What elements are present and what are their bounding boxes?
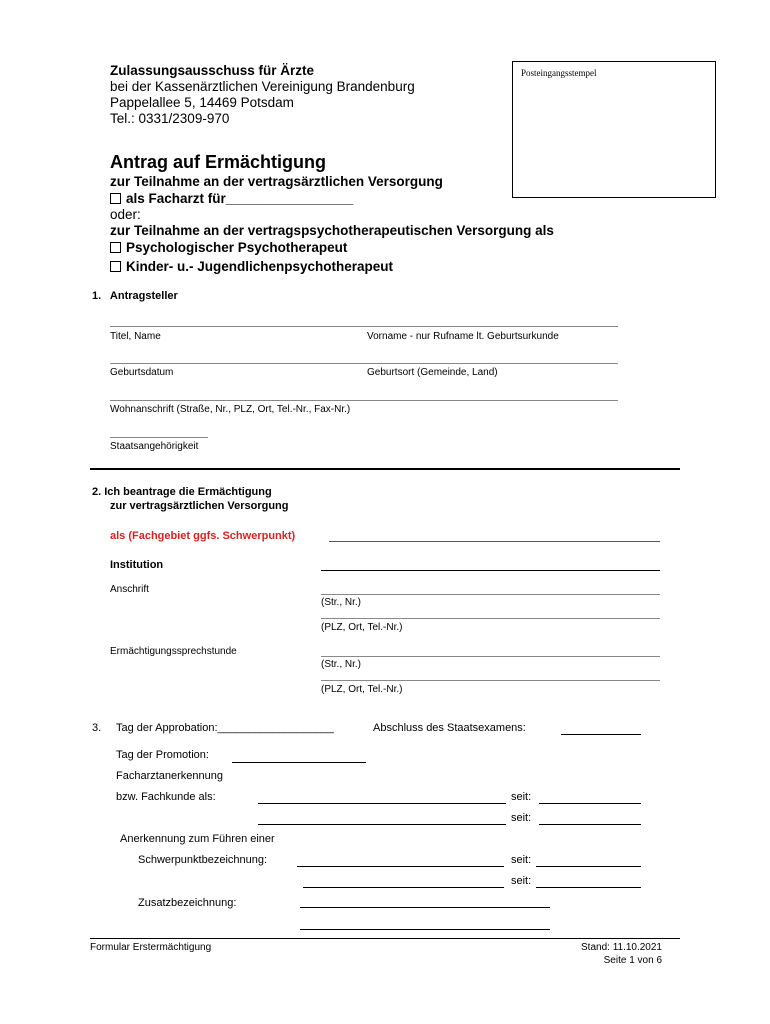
checkbox-icon[interactable]: [110, 193, 121, 204]
label-titel-name: Titel, Name: [110, 331, 161, 342]
section2-heading: 2. Ich beantrage die Ermächtigung: [92, 486, 272, 498]
sprechstunde-plz-line[interactable]: [321, 680, 660, 681]
fachkunde-field-line-2[interactable]: [258, 824, 506, 825]
option-kinder-label: Kinder- u.- Jugendlichenpsychotherapeut: [126, 259, 394, 274]
org-line2: bei der Kassenärztlichen Vereinigung Brandenburg: [110, 79, 415, 94]
label-approbation: Tag der Approbation:___________________: [116, 722, 334, 734]
org-address: Pappelallee 5, 14469 Potsdam: [110, 95, 294, 110]
label-vorname: Vorname - nur Rufname lt. Geburtsurkunde: [367, 331, 559, 342]
institution-field-line[interactable]: [321, 570, 660, 571]
label-facharzt-1: Facharztanerkennung: [116, 770, 224, 782]
label-wohnanschrift: Wohnanschrift (Straße, Nr., PLZ, Ort, Tel.-Nr., Fax-Nr.): [110, 404, 351, 415]
label-institution: Institution: [110, 559, 164, 571]
option-psych[interactable]: [110, 240, 347, 256]
label-seit-2: seit:: [511, 812, 532, 824]
label-schwerpunkt: Schwerpunktbezeichnung:: [138, 854, 268, 866]
zusatz-field-line-2[interactable]: [300, 929, 550, 930]
label-plz-ort-2: (PLZ, Ort, Tel.-Nr.): [321, 684, 403, 695]
option-facharzt-label: als Facharzt für_________________: [126, 191, 354, 206]
label-staatsexamen: Abschluss des Staatsexamens:: [373, 722, 526, 734]
schwerpunkt-field-line-1[interactable]: [297, 866, 504, 867]
nationality-field-line[interactable]: [110, 437, 208, 438]
name-field-line[interactable]: [110, 326, 618, 327]
stamp-box[interactable]: [512, 61, 716, 198]
option-psych-label: Psychologischer Psychotherapeut: [126, 240, 348, 255]
schwerpunkt-field-line-2[interactable]: [303, 887, 504, 888]
label-seit-4: seit:: [511, 875, 532, 887]
label-anschrift: Anschrift: [110, 584, 149, 595]
staatsexamen-field-line[interactable]: [561, 734, 641, 735]
fachgebiet-field-line[interactable]: [329, 541, 660, 542]
seit-field-line-4[interactable]: [536, 887, 641, 888]
seit-field-line-3[interactable]: [536, 866, 641, 867]
checkbox-icon[interactable]: [110, 261, 121, 272]
label-seit-1: seit:: [511, 791, 532, 803]
subtitle-1: zur Teilnahme an der vertragsärztlichen Versorgung: [110, 174, 443, 189]
seit-field-line-2[interactable]: [539, 824, 641, 825]
footer-stand: Stand: 11.10.2021: [581, 942, 662, 953]
birth-field-line[interactable]: [110, 363, 618, 364]
label-geburtsort: Geburtsort (Gemeinde, Land): [367, 367, 498, 378]
label-staatsangehoerigkeit: Staatsangehörigkeit: [110, 441, 199, 452]
label-sprechstunde: Ermächtigungssprechstunde: [110, 646, 237, 657]
footer-page-number: Seite 1 von 6: [603, 955, 662, 966]
address-field-line[interactable]: [110, 400, 618, 401]
option-facharzt[interactable]: [110, 191, 353, 207]
fachkunde-field-line-1[interactable]: [258, 803, 506, 804]
stamp-label: Posteingangsstempel: [521, 68, 597, 78]
oder-label: oder:: [110, 207, 141, 222]
section3-number: 3.: [92, 722, 102, 734]
anschrift-str-line[interactable]: [321, 594, 660, 595]
subtitle-2: zur Teilnahme an der vertragspsychotherapeutischen Versorgung als: [110, 223, 554, 238]
section-divider: [90, 468, 680, 470]
org-phone: Tel.: 0331/2309-970: [110, 111, 230, 126]
page-title: Antrag auf Ermächtigung: [110, 152, 327, 172]
label-seit-3: seit:: [511, 854, 532, 866]
promotion-field-line[interactable]: [232, 762, 366, 763]
org-name: Zulassungsausschuss für Ärzte: [110, 63, 315, 78]
label-anerkennung: Anerkennung zum Führen einer: [120, 833, 275, 845]
seit-field-line-1[interactable]: [539, 803, 641, 804]
label-fachgebiet: als (Fachgebiet ggfs. Schwerpunkt): [110, 530, 296, 542]
section1-heading: 1. Antragsteller: [92, 290, 178, 302]
label-str-nr: (Str., Nr.): [321, 597, 361, 608]
anschrift-plz-line[interactable]: [321, 618, 660, 619]
label-str-nr-2: (Str., Nr.): [321, 659, 361, 670]
zusatz-field-line-1[interactable]: [300, 907, 550, 908]
label-facharzt-2: bzw. Fachkunde als:: [116, 791, 216, 803]
label-zusatz: Zusatzbezeichnung:: [138, 897, 237, 909]
label-plz-ort: (PLZ, Ort, Tel.-Nr.): [321, 622, 403, 633]
footer-form-name: Formular Erstermächtigung: [90, 942, 212, 953]
option-kinder[interactable]: [110, 259, 393, 275]
section2-subheading: zur vertragsärztlichen Versorgung: [110, 500, 289, 512]
footer-divider: [90, 938, 680, 939]
label-geburtsdatum: Geburtsdatum: [110, 367, 174, 378]
label-promotion: Tag der Promotion:: [116, 749, 209, 761]
sprechstunde-str-line[interactable]: [321, 656, 660, 657]
checkbox-icon[interactable]: [110, 242, 121, 253]
